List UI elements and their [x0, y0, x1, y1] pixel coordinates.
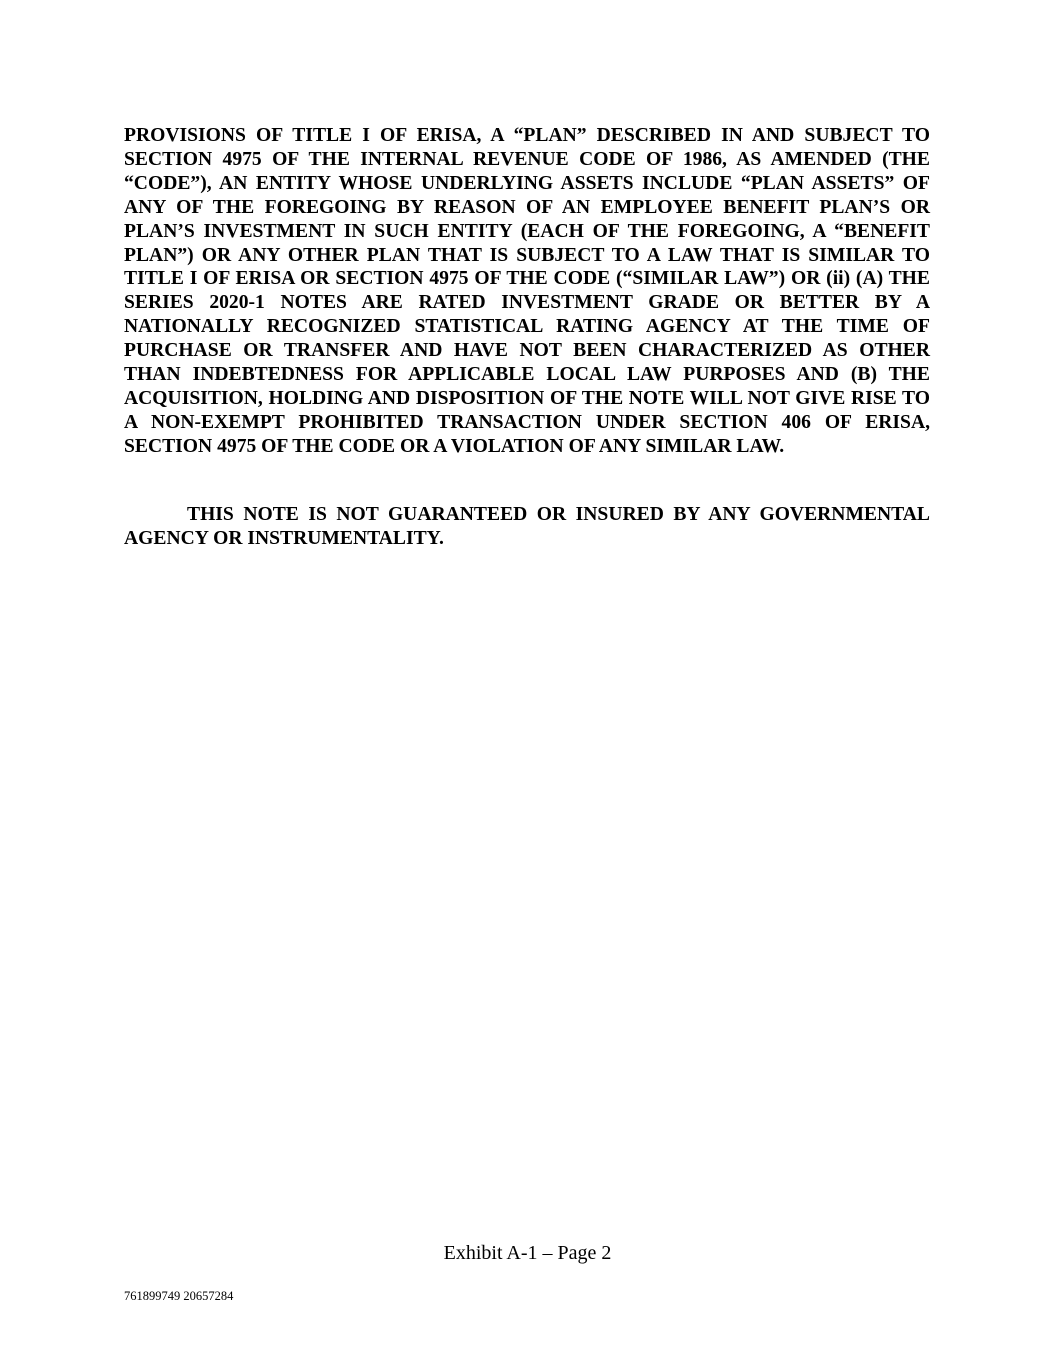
page-footer-label: Exhibit A-1 – Page 2 [443, 1242, 612, 1264]
legend-paragraph-not-guaranteed: THIS NOTE IS NOT GUARANTEED OR INSURED BY ANY GOVERNMENTAL AGENCY OR INSTRUMENTALITY. [124, 504, 930, 549]
legend-paragraph-erisa: PROVISIONS OF TITLE I OF ERISA, A “PLAN” DESCRIBED IN AND SUBJECT TO SECTION 4975 OF THE INTERNAL REVENUE CODE OF 1986, AS AMENDED (THE “CODE”), AN ENTITY WHOSE UNDERLYING ASSETS INCLUDE “PLAN ASSETS” OF ANY OF THE FOREGOING BY REASON OF AN EMPLOYEE BENEFIT PLAN’S OR PLAN’S INVESTMENT IN SUCH ENTITY (EACH OF THE FOREGOING, A “BENEFIT PLAN”) OR ANY OTHER PLAN THAT IS SUBJECT TO A LAW THAT IS SIMILAR TO TITLE I OF ERISA OR SECTION 4975 OF THE CODE (“SIMILAR LAW”) OR (ii) (A) THE SERIES 2020-1 NOTES ARE RATED INVESTMENT GRADE OR BETTER BY A NATIONALLY RECOGNIZED STATISTICAL RATING AGENCY AT THE TIME OF PURCHASE OR TRANSFER AND HAVE NOT BEEN CHARACTERIZED AS OTHER THAN INDEBTEDNESS FOR APPLICABLE LOCAL LAW PURPOSES AND (B) THE ACQUISITION, HOLDING AND DISPOSITION OF THE NOTE WILL NOT GIVE RISE TO A NON-EXEMPT PROHIBITED TRANSACTION UNDER SECTION 406 OF ERISA, SECTION 4975 OF THE CODE OR A VIOLATION OF ANY SIMILAR LAW. [124, 125, 930, 457]
document-id: 761899749 20657284 [124, 1289, 234, 1303]
